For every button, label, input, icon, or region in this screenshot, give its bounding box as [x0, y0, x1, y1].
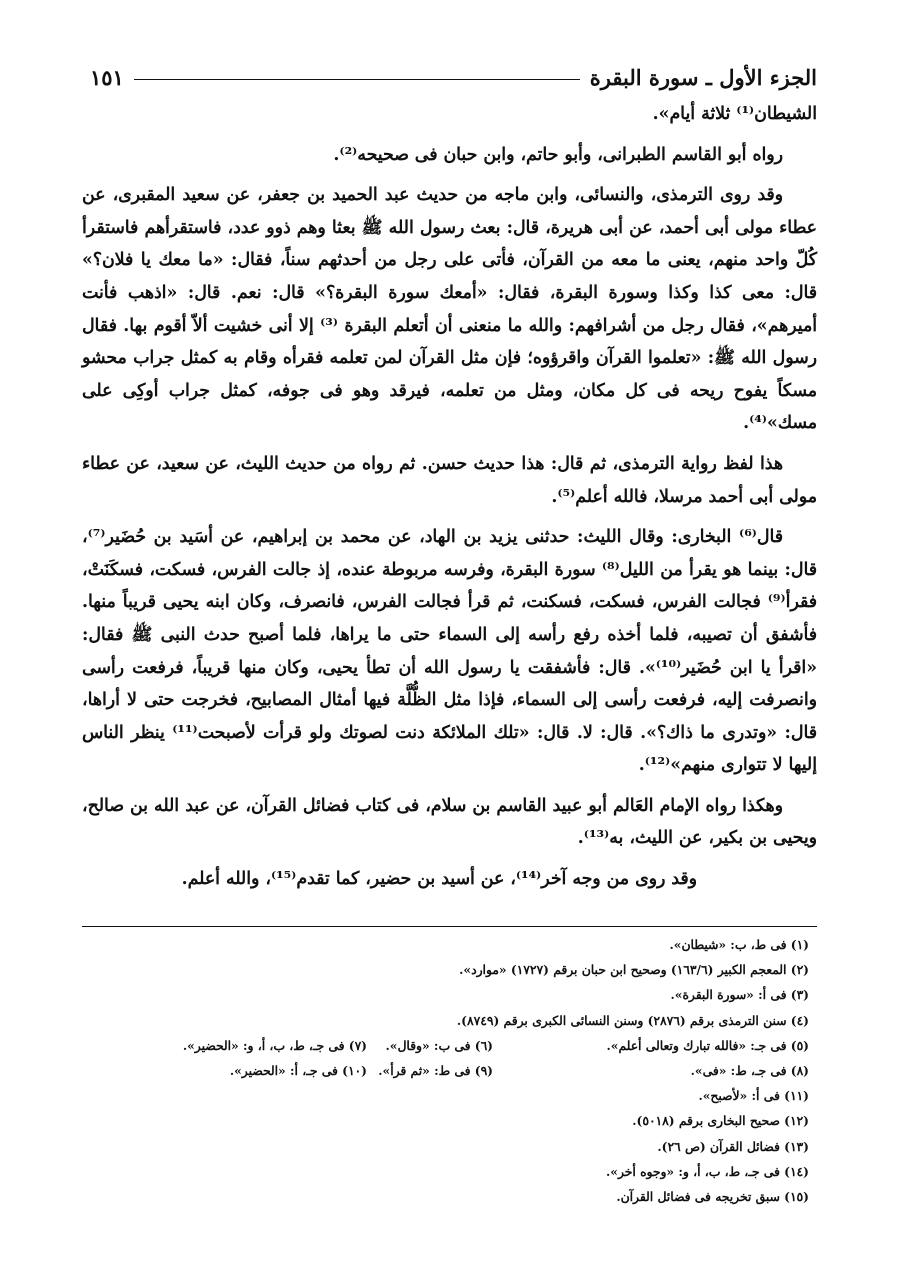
header-rule	[134, 79, 580, 80]
footnote: (٥) فى جـ: «فالله تبارك وتعالى أعلم».	[606, 1037, 809, 1053]
footnote: (١٠) فى جـ، أ: «الحضير».	[229, 1062, 367, 1078]
paragraph-tirmidhi-hadith: وقد روى الترمذى، والنسائى، وابن ماجه من حديث عبد الحميد بن جعفر، عن سعيد المقبرى، عن عطاء مولى أبى أحمد، عن أبى هريرة، قال: بعث رسول الله ﷺ بعثا وهم ذوو عدد، فاستقرأهم فاستقرأ كُلّ واحد منهم، يعنى ما معه من القرآن، فأتى على رجل من أحدثهم سناً، فقال: «ما معك يا فلان؟» قال: معى كذا وكذا وسورة البقرة، فقال: «أمعك سورة البقرة؟» قال: نعم. قال: «اذهب فأنت أميرهم»، فقال رجل من أشرافهم: والله ما منعنى أن أتعلم البقرة ⁽³⁾ إلا أنى خشيت ألاّ أقوم بها. فقال رسول الله ﷺ: «تعلموا القرآن واقرؤوه؛ فإن مثل القرآن لمن تعلمه فقرأه وقام به كمثل جراب محشو مسكاً يفوح ريحه فى كل مكان، ومثل من تعلمه، فيرقد وهو فى جوفه، كمثل جراب أوكِى على مسك»⁽⁴⁾.	[82, 185, 818, 434]
footnotes	[82, 932, 817, 1209]
footnote: (١٣) فضائل القرآن (ص ٢٦).	[657, 1138, 809, 1154]
footnote: (٧) فى جـ، ط، ب، أ، و: «الحضير».	[182, 1037, 367, 1053]
footnote: (١١) فى أ: «لأصبح».	[698, 1088, 809, 1104]
footnote: (٤) سنن الترمذى برقم (٢٨٧٦) وسنن النسائى الكبرى برقم (٨٧٤٩).	[456, 1012, 809, 1028]
footnote-separator	[82, 926, 817, 927]
main-text	[82, 98, 817, 896]
page-number: ١٥١	[90, 64, 124, 90]
footnote: (١٥) سبق تخريجه فى فضائل القرآن.	[616, 1188, 809, 1204]
footnote: (٨) فى جـ، ط: «فى».	[690, 1062, 809, 1078]
paragraph-bukhari-hadith: قال⁽⁶⁾ البخارى: وقال الليث: حدثنى يزيد بن الهاد، عن محمد بن إبراهيم، عن أسَيد بن حُضَير⁽⁷⁾، قال: بينما هو يقرأ من الليل⁽⁸⁾ سورة البقرة، وفرسه مربوطة عنده، إذ جالت الفرس، فسكت، فسكَنَتْ، فقرأ⁽⁹⁾ فجالت الفرس، فسكت، فسكنت، ثم قرأ فجالت الفرس، فانصرف، وكان ابنه يحيى قريباً منها. فأشفق أن تصيبه، فلما أخذه رفع رأسه إلى السماء حتى ما يراها، فلما أصبح حدث النبى ﷺ فقال: «اقرأ يا ابن حُضَير⁽¹⁰⁾». قال: فأشفقت يا رسول الله أن تطأ يحيى، وكان منها قريباً، فرفعت رأسى وانصرفت إليه، فرفعت رأسى إلى السماء، فإذا مثل الظُّلَّة فيها أمثال المصابيح، فخرجت حتى لا أراها، قال: «وتدرى ما ذاك؟». قال: لا. قال: «تلك الملائكة دنت لصوتك ولو قرأت لأصبحت⁽¹¹⁾ ينظر الناس إليها لا تتوارى منهم»⁽¹²⁾.	[82, 527, 817, 776]
running-header	[90, 60, 817, 94]
paragraph-closing: وقد روى من وجه آخر⁽¹⁴⁾، عن أسيد بن حضير، كما تقدم⁽¹⁵⁾، والله أعلم.	[181, 869, 697, 890]
footnote: (٦) فى ب: «وقال».	[385, 1037, 493, 1053]
footnote: (٩) فى ط: «ثم قرأ».	[378, 1062, 493, 1078]
footnote: (١٤) فى جـ، ط، ب، أ، و: «وجوه أخر».	[606, 1163, 809, 1179]
footnote: (٣) فى أ: «سورة البقرة».	[670, 987, 809, 1003]
paragraph-commentary: هذا لفظ رواية الترمذى، ثم قال: هذا حديث حسن. ثم رواه من حديث الليث، عن سعيد، عن عطاء مولى أبى أحمد مرسلا، فالله أعلم⁽⁵⁾.	[82, 453, 817, 507]
running-title: الجزء الأول ـ سورة البقرة	[589, 64, 817, 90]
paragraph-continuation: الشيطان⁽¹⁾ ثلاثة أيام».	[652, 104, 817, 124]
footnote: (١٢) صحيح البخارى برقم (٥٠١٨).	[632, 1113, 809, 1129]
footnote: (١) فى ط، ب: «شيطان».	[669, 937, 809, 952]
footnote: (٢) المعجم الكبير (١٦٣/٦) وصحيح ابن حبان برقم (١٧٢٧) «موارد».	[459, 962, 809, 978]
paragraph-narration: رواه أبو القاسم الطبرانى، وأبو حاتم، وابن حبان فى صحيحه⁽²⁾.	[333, 144, 783, 165]
paragraph-abu-ubayd: وهكذا رواه الإمام العَالم أبو عبيد القاسم بن سلام، فى كتاب فضائل القرآن، عن عبد الله بن صالح، ويحيى بن بكير، عن الليث، به⁽¹³⁾.	[82, 795, 817, 849]
